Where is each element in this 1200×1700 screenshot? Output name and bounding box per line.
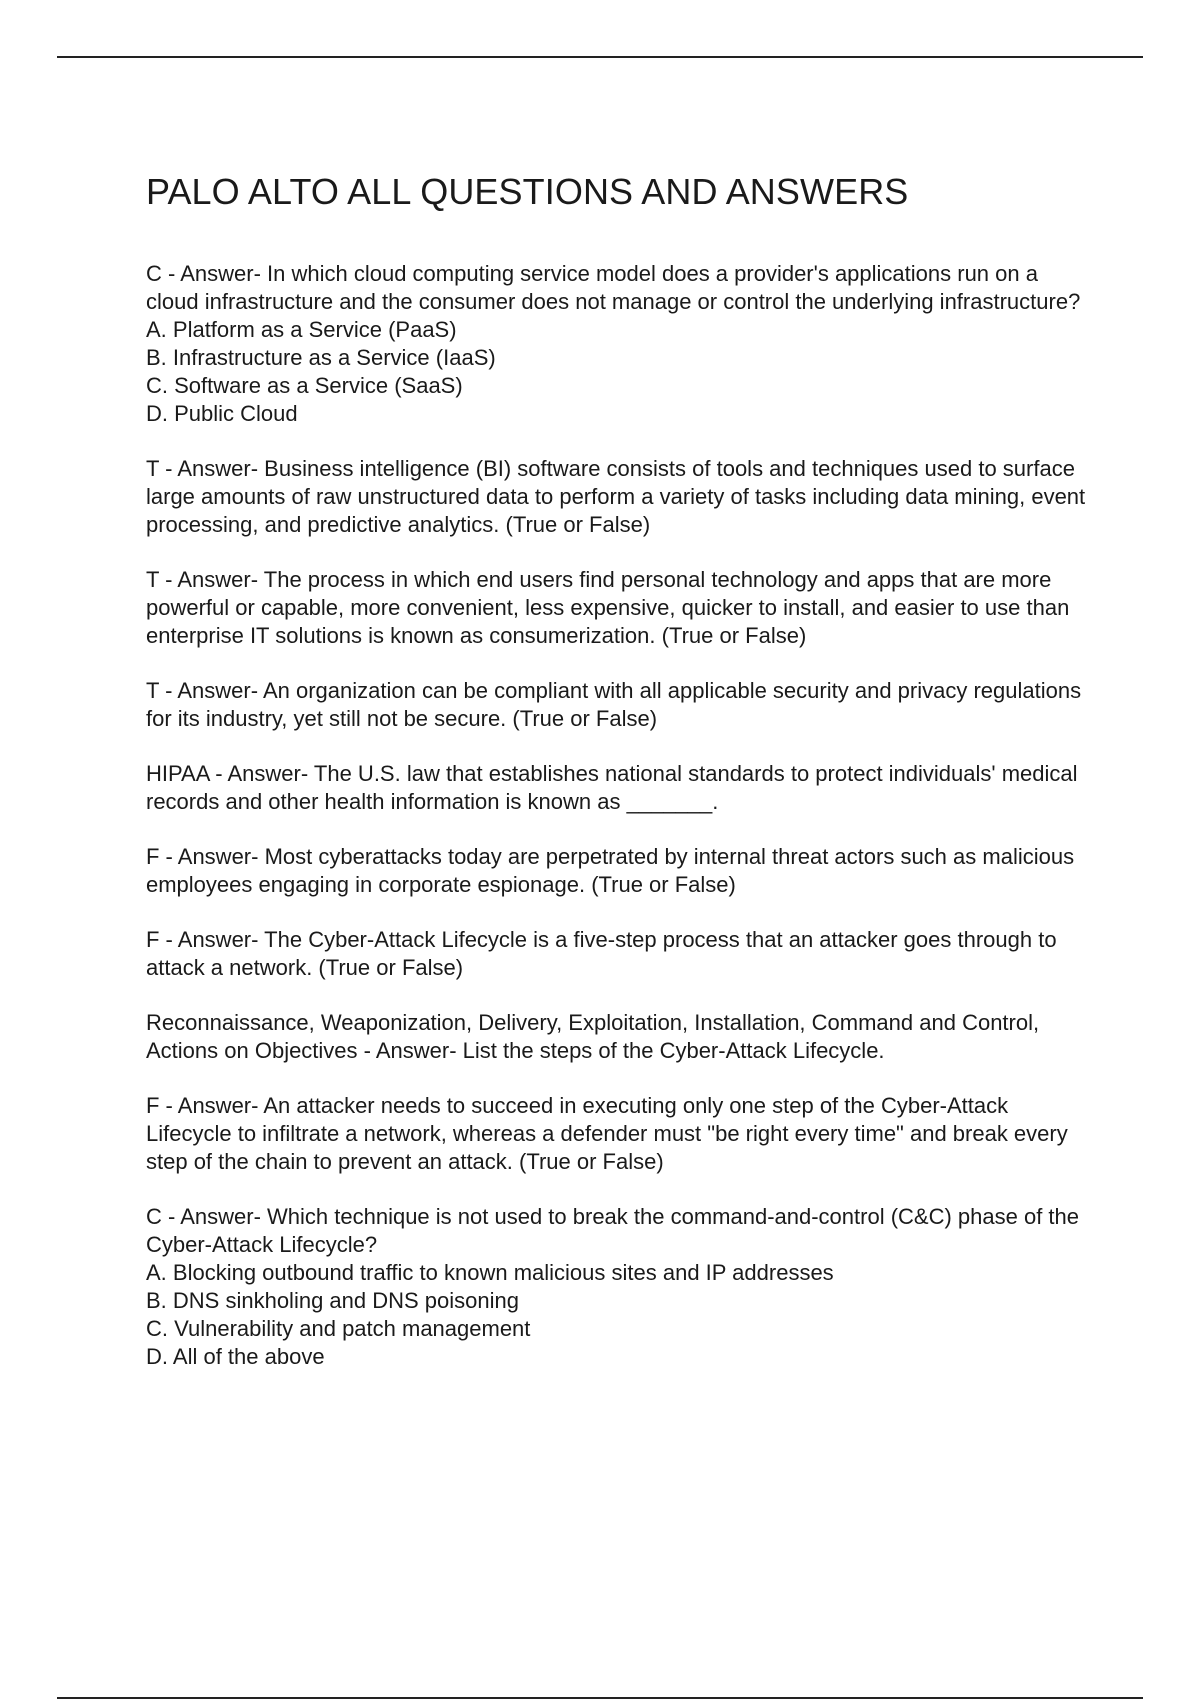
- option-a: A. Platform as a Service (PaaS): [146, 317, 457, 342]
- option-b: B. DNS sinkholing and DNS poisoning: [146, 1288, 519, 1313]
- qa-entry: [146, 260, 1096, 428]
- question-text: HIPAA - Answer- The U.S. law that establishes national standards to protect individuals' medical records and other health information is known as _______.: [146, 761, 1084, 814]
- question-text: C - Answer- In which cloud computing service model does a provider's applications run on a cloud infrastructure and the consumer does not manage or control the underlying infrastructure?: [146, 261, 1081, 314]
- option-c: C. Software as a Service (SaaS): [146, 373, 463, 398]
- qa-entry: [146, 677, 1096, 733]
- question-text: F - Answer- The Cyber-Attack Lifecycle is a five-step process that an attacker goes through to attack a network. (True or False): [146, 927, 1063, 980]
- qa-entry: [146, 926, 1096, 982]
- option-c: C. Vulnerability and patch management: [146, 1316, 531, 1341]
- option-d: D. Public Cloud: [146, 401, 298, 426]
- qa-entry: [146, 843, 1096, 899]
- question-text: T - Answer- The process in which end users find personal technology and apps that are more powerful or capable, more convenient, less expensive, quicker to install, and easier to use than enterprise IT solutions is known as consumerization. (True or False): [146, 567, 1076, 648]
- question-text: F - Answer- Most cyberattacks today are perpetrated by internal threat actors such as malicious employees engaging in corporate espionage. (True or False): [146, 844, 1081, 897]
- option-d: D. All of the above: [146, 1344, 325, 1369]
- qa-entry: [146, 760, 1096, 816]
- qa-entry: [146, 1092, 1096, 1176]
- qa-entry: [146, 1009, 1096, 1065]
- qa-entry: [146, 566, 1096, 650]
- qa-entry: [146, 1203, 1096, 1371]
- document-body: [146, 168, 1096, 1398]
- question-text: T - Answer- Business intelligence (BI) software consists of tools and techniques used to surface large amounts of raw unstructured data to perform a variety of tasks including data mining, event processing, and predictive analytics. (True or False): [146, 456, 1092, 537]
- qa-entry: [146, 455, 1096, 539]
- question-text: Reconnaissance, Weaponization, Delivery, Exploitation, Installation, Command and Control, Actions on Objectives - Answer- List the steps of the Cyber-Attack Lifecycle.: [146, 1010, 1045, 1063]
- bottom-rule: [57, 1697, 1143, 1699]
- question-text: C - Answer- Which technique is not used to break the command-and-control (C&C) phase of the Cyber-Attack Lifecycle?: [146, 1204, 1086, 1257]
- option-a: A. Blocking outbound traffic to known malicious sites and IP addresses: [146, 1260, 834, 1285]
- document-title: PALO ALTO ALL QUESTIONS AND ANSWERS: [146, 171, 909, 212]
- top-rule: [57, 56, 1143, 58]
- question-text: F - Answer- An attacker needs to succeed in executing only one step of the Cyber-Attack Lifecycle to infiltrate a network, whereas a defender must "be right every time" and break every step of the chain to prevent an attack. (True or False): [146, 1093, 1074, 1174]
- option-b: B. Infrastructure as a Service (IaaS): [146, 345, 496, 370]
- question-text: T - Answer- An organization can be compliant with all applicable security and privacy regulations for its industry, yet still not be secure. (True or False): [146, 678, 1088, 731]
